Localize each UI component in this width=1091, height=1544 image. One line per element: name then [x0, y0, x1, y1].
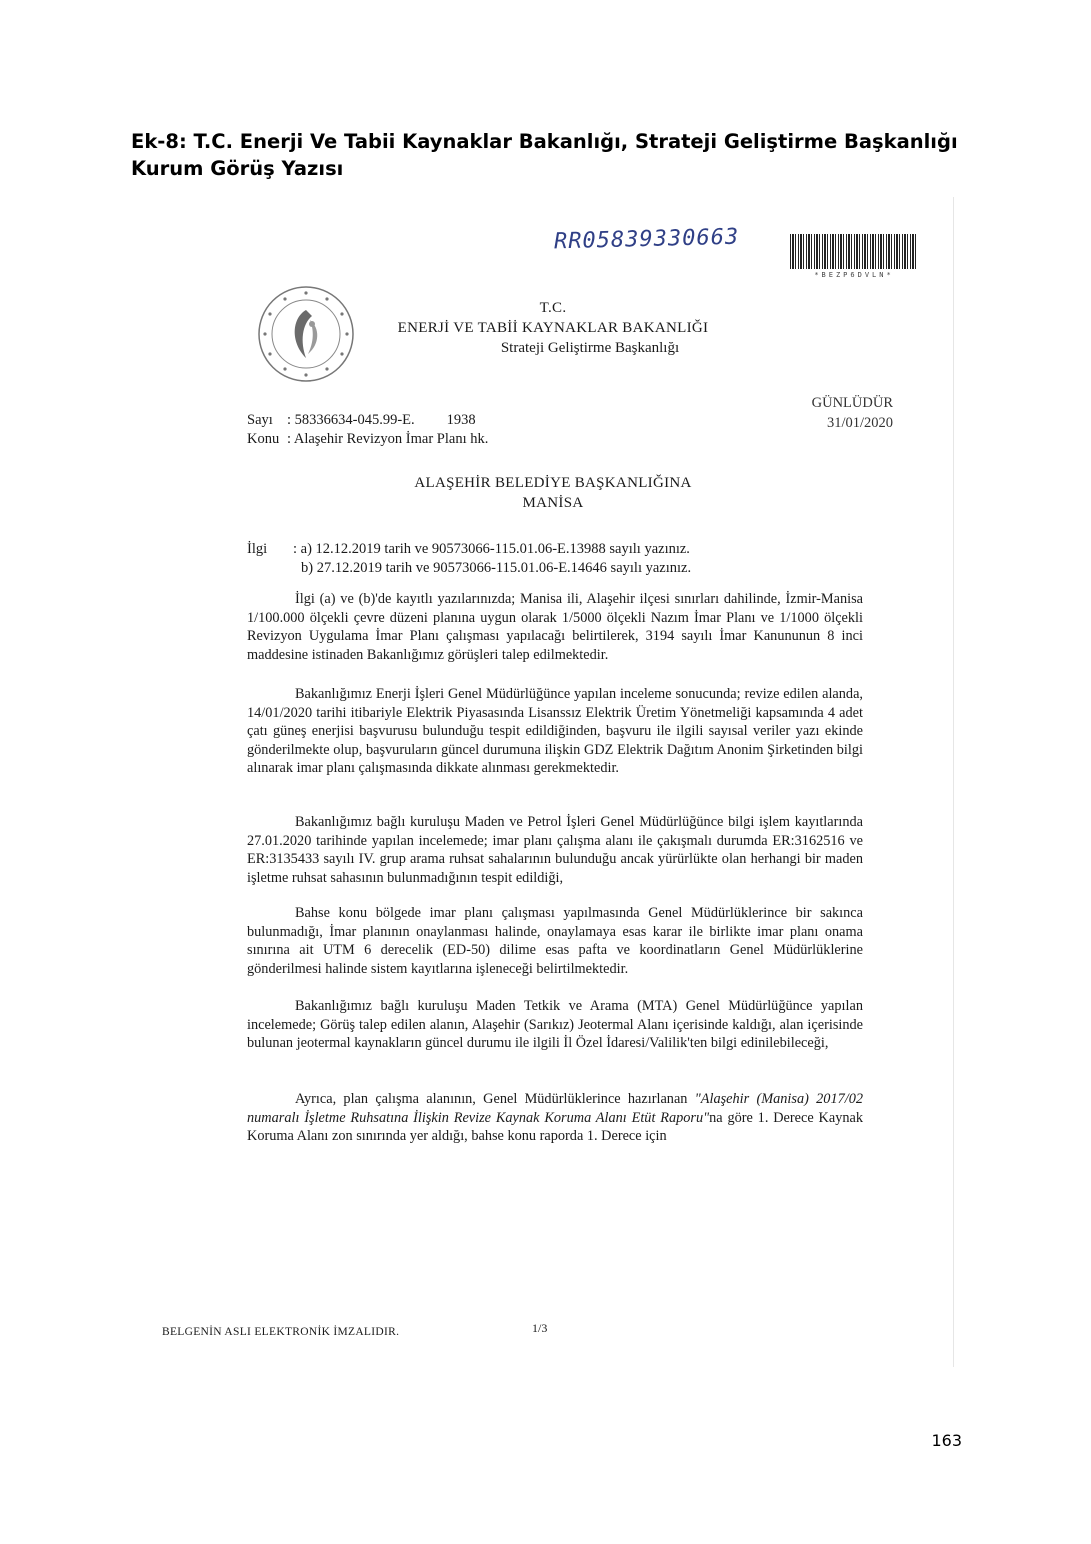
- letter-page-indicator: 1/3: [532, 1321, 548, 1335]
- barcode-icon: [790, 234, 918, 269]
- konu-label: Konu: [247, 431, 280, 447]
- sayi-number: 1938: [446, 412, 476, 428]
- date-block: [733, 393, 893, 433]
- paragraph-1: İlgi (a) ve (b)'de kayıtlı yazılarınızda; Manisa ili, Alaşehir ilçesi sınırları dahilinde, İzmir-Manisa 1/100.000 ölçekli çevre düzeni planına uygun olarak 1/5000 ölçekli Nazım İmar Planı ve 1/1000 ölçekli Revizyon Uygulama İmar Planı çalışması yapılacağı belirtilerek, 3194 sayılı İmar Kanununun 8 inci maddesine istinaden Bakanlığımız görüşleri talep edilmektedir.: [247, 591, 863, 663]
- paragraph-5: Bakanlığımız bağlı kuruluşu Maden Tetkik ve Arama (MTA) Genel Müdürlüğünce yapılan incelemede; Görüş talep edilen alanın, Alaşehir (Sarıkız) Jeotermal Alanı içerisinde kaldığı, alan içerisinde bulunan jeotermal kaynakların güncel durumu ile ilgili İl Özel İdaresi/Valilik'ten bilgi edinilebileceği,: [247, 998, 863, 1052]
- paragraph-2: Bakanlığımız Enerji İşleri Genel Müdürlüğünce yapılan inceleme sonucunda; revize edilen alanda, 14/01/2020 tarihi itibariyle Elektrik Piyasasında Lisanssız Elektrik Üretim Yönetmeliği kapsamında 4 adet çatı güneş enerjisi başvurusu bulunduğu tespit edildiğinden, başvuru ile ilgili sayısal veriler yazı ekinde gönderilmekte olup, başvuruların güncel durumuna ilişkin GDZ Elektrik Dağıtım Anonim Şirketinden bilgi alınarak imar planı çalışmasında dikkate alınması gerekmektedir.: [247, 686, 863, 777]
- ilgi-block: [247, 540, 691, 578]
- handwritten-reference: RR05839330663: [553, 224, 740, 255]
- letter-meta: [247, 411, 488, 449]
- appendix-heading-line2: Kurum Görüş Yazısı: [131, 157, 344, 180]
- paragraph-6: [247, 1090, 863, 1146]
- sayi-label: Sayı: [247, 412, 273, 428]
- ilgi-a: : a) 12.12.2019 tarih ve 90573066-115.01.06-E.13988 sayılı yazınız.: [293, 541, 690, 557]
- barcode-text: *BEZP6DVLN*: [814, 271, 894, 279]
- ministry-seal-icon: [256, 284, 356, 384]
- sayi-row: [247, 411, 488, 430]
- paragraph-6-post: na göre 1. Derece Kaynak Koruma Alanı zon sınırında yer aldığı, bahse konu raporda 1. Derece için: [247, 1109, 863, 1145]
- addressee-line1: ALAŞEHİR BELEDİYE BAŞKANLIĞINA: [414, 475, 692, 491]
- addressee-line2: MANİSA: [522, 495, 584, 511]
- ministry-line2: ENERJİ VE TABİİ KAYNAKLAR BAKANLIĞI: [397, 320, 709, 336]
- paragraph-4: Bahse konu bölgede imar planı çalışması yapılmasında Genel Müdürlüklerince bir sakınca bulunmadığı, İmar planının onaylanması halinde, onaylamaya esas karar ile birlikte imar planı onama sınırına ait UTM 6 derecelik (ED-50) dilime esas pafta ve koordinatların Genel Müdürlüklerine gönderilmesi halinde sistem kayıtlarına işleneceği belirtilmektedir.: [247, 905, 863, 977]
- ilgi-a-row: [247, 540, 691, 559]
- paragraph-3: Bakanlığımız bağlı kuruluşu Maden ve Petrol İşleri Genel Müdürlüğünce bilgi işlem kayıtlarında 27.01.2020 tarihinde yapılan incelemede; imar planı çalışma alanı ile çakışmalı durumda ER:3162516 ve ER:3135433 sayılı IV. grup arama ruhsat sahalarının bulunduğu ancak yürürlükte olan herhangi bir maden işletme ruhsat sahasının bulunmadığının tespit edildiği,: [247, 814, 863, 886]
- konu-value: : Alaşehir Revizyon İmar Planı hk.: [287, 431, 489, 447]
- ilgi-label: İlgi: [247, 541, 268, 557]
- electronic-signature-note: BELGENİN ASLI ELEKTRONİK İMZALIDIR.: [162, 1326, 400, 1338]
- konu-row: [247, 430, 488, 449]
- ministry-line3: Strateji Geliştirme Başkanlığı: [500, 340, 680, 356]
- letter-date: 31/01/2020: [826, 415, 893, 431]
- sayi-value: : 58336634-045.99-E.: [287, 412, 415, 428]
- paragraph-6-pre: Ayrıca, plan çalışma alanının, Genel Müdürlüklerince hazırlanan: [295, 1091, 695, 1107]
- ilgi-b: b) 27.12.2019 tarih ve 90573066-115.01.06-E.14646 sayılı yazınız.: [301, 560, 692, 576]
- ministry-line1: T.C.: [539, 300, 567, 316]
- page-number: 163: [931, 1431, 962, 1450]
- scanned-letter: [143, 197, 954, 1367]
- addressee: [343, 473, 763, 513]
- ministry-header: [343, 298, 763, 358]
- urgency-label: GÜNLÜDÜR: [811, 395, 893, 411]
- report-title: "Alaşehir (Manisa) 2017/02 numaralı İşletme Ruhsatına İlişkin Revize Kaynak Koruma Alanı Etüt Raporu": [247, 1091, 864, 1126]
- appendix-heading-line1: Ek-8: T.C. Enerji Ve Tabii Kaynaklar Bakanlığı, Strateji Geliştirme Başkanlığı: [131, 130, 958, 153]
- appendix-heading: [131, 128, 1001, 182]
